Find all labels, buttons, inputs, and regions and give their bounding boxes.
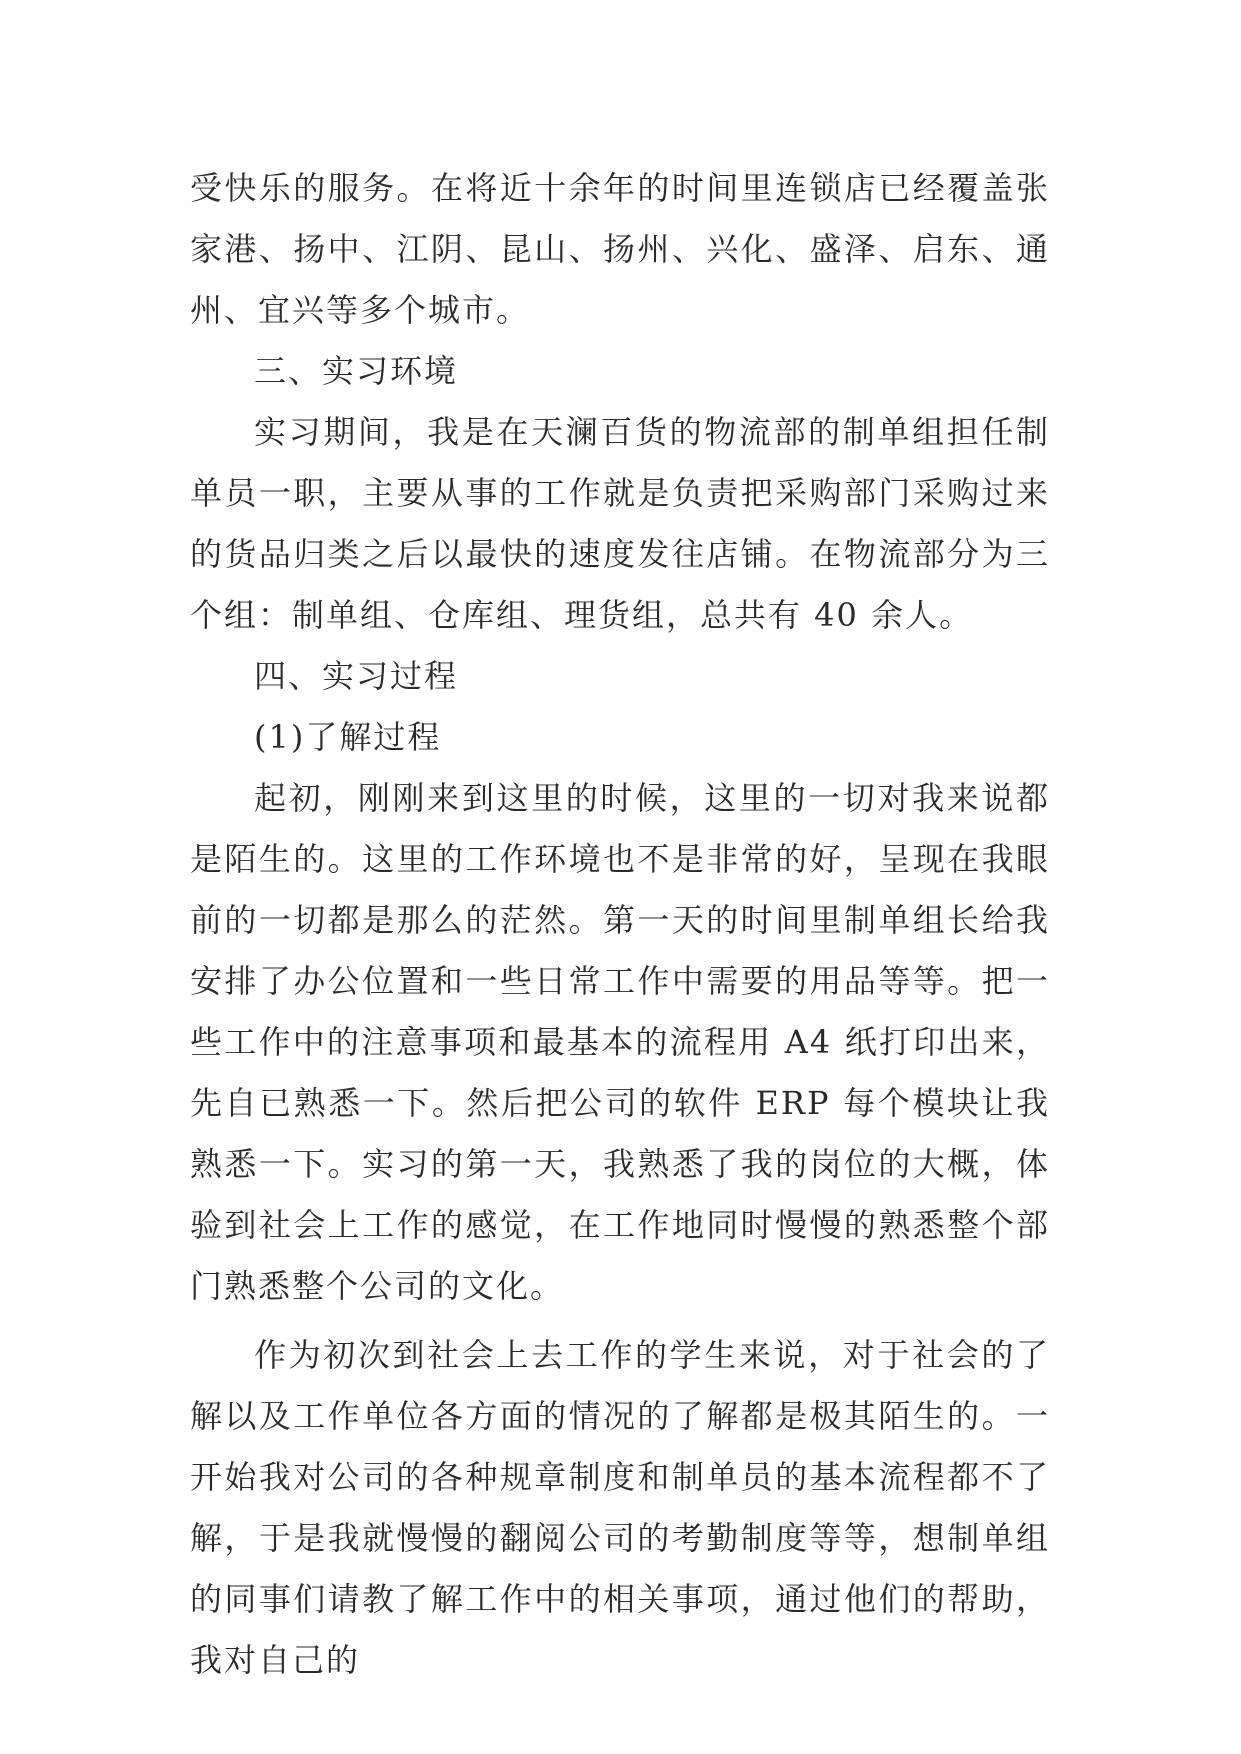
- paragraph-first-day: 起初，刚刚来到这里的时候，这里的一切对我来说都是陌生的。这里的工作环境也不是非常的好，呈现在我眼前的一切都是那么的茫然。第一天的时间里制单组长给我安排了办公位置和一些日常工作中需要的用品等等。把一些工作中的注意事项和最基本的流程用 A4 纸打印出来，先自已熟悉一下。然后把公司的软件 ERP 每个模块让我熟悉一下。实习的第一天，我熟悉了我的岗位的大概，体验到社会上工作的感觉，在工作地同时慢慢的熟悉整个部门熟悉整个公司的文化。: [190, 779, 1050, 1305]
- section-heading-environment: 三、实习环境: [254, 352, 459, 390]
- paragraph-continuation: 受快乐的服务。在将近十余年的时间里连锁店已经覆盖张家港、扬中、江阴、昆山、扬州、兴化、盛泽、启东、通州、宜兴等多个城市。: [190, 169, 1050, 329]
- paragraph-student-experience: 作为初次到社会上去工作的学生来说，对于社会的了解以及工作单位各方面的情况的了解都是极其陌生的。一开始我对公司的各种规章制度和制单员的基本流程都不了解，于是我就慢慢的翻阅公司的考勤制度等等，想制单组的同事们请教了解工作中的相关事项，通过他们的帮助，我对自己的: [190, 1336, 1050, 1679]
- body-text: [190, 158, 1050, 1691]
- paragraph-environment: 实习期间，我是在天澜百货的物流部的制单组担任制单员一职，主要从事的工作就是负责把采购部门采购过来的货品归类之后以最快的速度发往店铺。在物流部分为三个组：制单组、仓库组、理货组，总共有 40 余人。: [190, 413, 1050, 634]
- subsection-heading-understanding: (1)了解过程: [254, 718, 442, 756]
- section-heading-process: 四、实习过程: [254, 657, 459, 695]
